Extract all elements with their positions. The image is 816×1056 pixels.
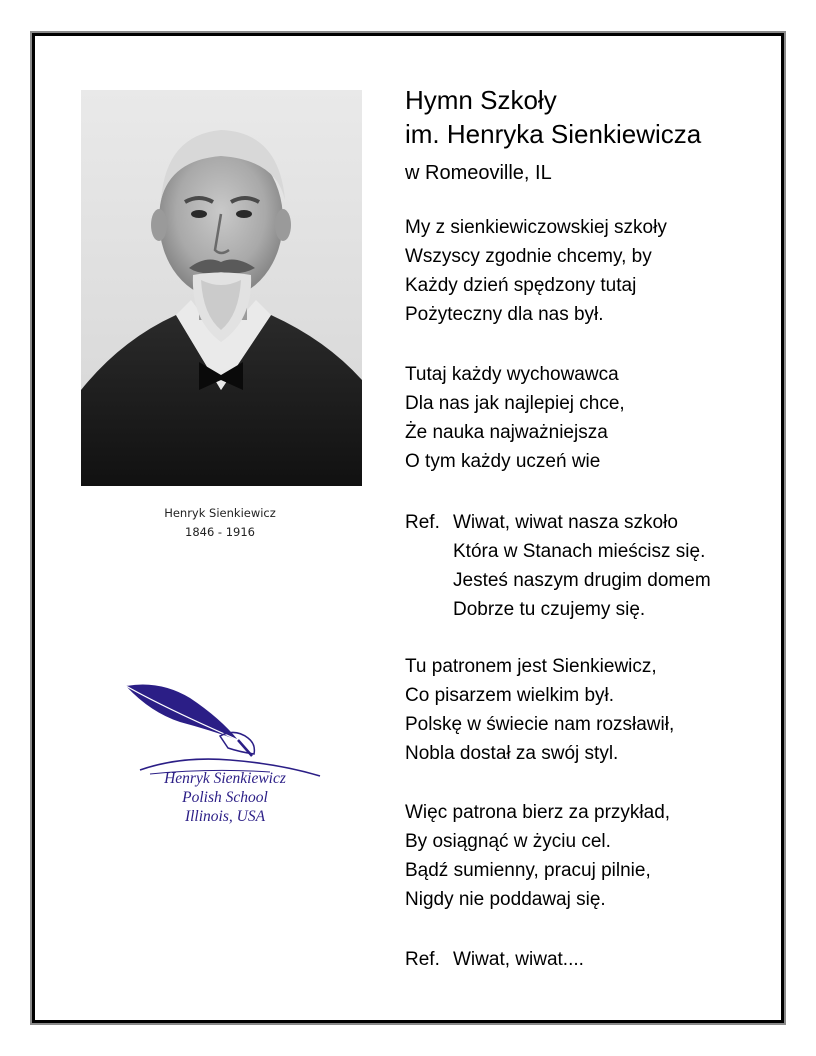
- final-refrain-row: [405, 945, 584, 974]
- page-title-line2: im. Henryka Sienkiewicza: [405, 119, 702, 149]
- verse-line: Wiwat, wiwat....: [453, 949, 584, 970]
- stanza-3: [405, 652, 674, 768]
- verse-line: Że nauka najważniejsza: [405, 422, 608, 443]
- verse-line: Jesteś naszym drugim domem: [453, 570, 711, 591]
- verse-line: My z sienkiewiczowskiej szkoły: [405, 217, 667, 238]
- verse-line: By osiągnąć w życiu cel.: [405, 831, 611, 852]
- page-title-line1: Hymn Szkoły: [405, 85, 557, 115]
- verse-line: Dla nas jak najlepiej chce,: [405, 393, 625, 414]
- verse-line: Wszyscy zgodnie chcemy, by: [405, 246, 652, 267]
- stanza-2: [405, 360, 625, 476]
- logo-school-name: Henryk Sienkiewicz: [164, 770, 286, 787]
- portrait-image: [81, 90, 362, 486]
- verse-line: Wiwat, wiwat nasza szkoło: [453, 512, 678, 533]
- verse-line: Która w Stanach mieścisz się.: [453, 541, 706, 562]
- verse-line: Dobrze tu czujemy się.: [453, 599, 646, 620]
- portrait-caption-years: 1846 - 1916: [185, 525, 255, 539]
- refrain: [405, 508, 711, 624]
- logo-location: Illinois, USA: [184, 808, 266, 825]
- page-subtitle: w Romeoville, IL: [405, 162, 552, 184]
- portrait-photo: [81, 90, 362, 486]
- verse-line: Tu patronem jest Sienkiewicz,: [405, 656, 657, 677]
- verse-line: Każdy dzień spędzony tutaj: [405, 275, 637, 296]
- stanza-4: [405, 798, 670, 914]
- verse-line: Nigdy nie poddawaj się.: [405, 889, 606, 910]
- verse-line: Więc patrona bierz za przykład,: [405, 802, 671, 823]
- refrain-tag: Ref.: [405, 949, 440, 970]
- portrait-caption-name: Henryk Sienkiewicz: [164, 506, 276, 520]
- logo-school-type: Polish School: [182, 789, 268, 806]
- refrain-tag: Ref.: [405, 512, 440, 533]
- verse-line: Polskę w świecie nam rozsławił,: [405, 714, 675, 735]
- stanza-1: [405, 213, 667, 329]
- verse-line: Co pisarzem wielkim był.: [405, 685, 615, 706]
- refrain-first-row: [405, 508, 711, 537]
- verse-line: Pożyteczny dla nas był.: [405, 304, 604, 325]
- verse-line: Tutaj każdy wychowawca: [405, 364, 619, 385]
- verse-line: Bądź sumienny, pracuj pilnie,: [405, 860, 651, 881]
- verse-line: O tym każdy uczeń wie: [405, 451, 601, 472]
- final-refrain: [405, 945, 584, 974]
- verse-line: Nobla dostał za swój styl.: [405, 743, 619, 764]
